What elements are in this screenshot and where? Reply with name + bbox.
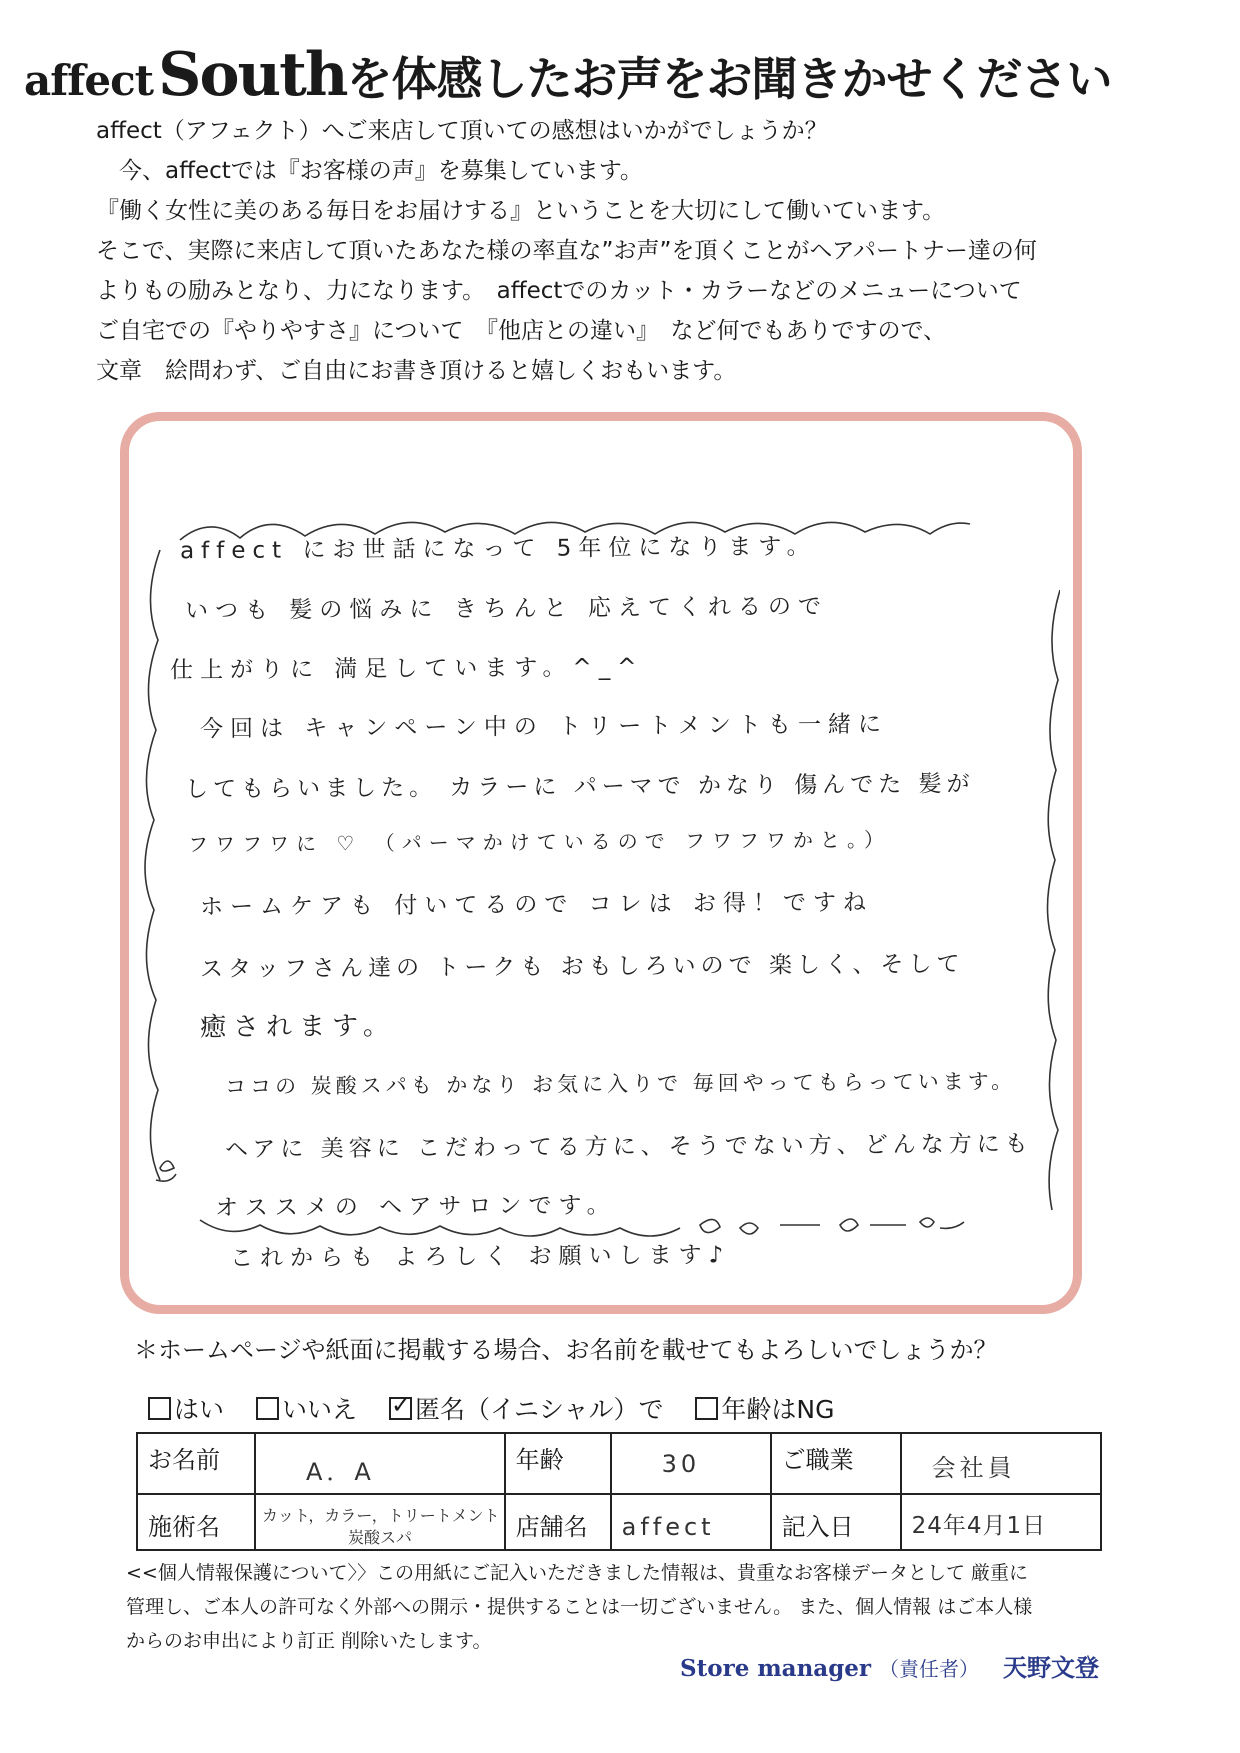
option-yes[interactable] [148, 1390, 224, 1426]
checkbox-age-ng[interactable] [695, 1397, 718, 1420]
consent-question: ＊ホームページや紙面に掲載する場合、お名前を載せてもよろしいでしょうか？ [134, 1336, 998, 1364]
option-age-ng[interactable] [695, 1390, 834, 1426]
shop-value[interactable]: affect [611, 1494, 771, 1550]
option-label: 年齢はNG [721, 1395, 835, 1424]
shop-label: 店舗名 [505, 1494, 611, 1550]
date-value[interactable]: 24年4月1日 [901, 1494, 1101, 1550]
treatment-label: 施術名 [137, 1494, 255, 1550]
handwriting-line: affect にお世話になって 5年位になります。 [179, 533, 817, 565]
checkbox-yes[interactable] [148, 1397, 171, 1420]
table-row [137, 1494, 1101, 1550]
name-value[interactable]: A．A [255, 1433, 505, 1494]
handwriting-line: これからも よろしく お願いします♪ [229, 1242, 731, 1272]
consent-options [148, 1390, 858, 1426]
job-value[interactable]: 会社員 [901, 1433, 1101, 1494]
intro-line: affect（アフェクト）へご来店して頂いての感想はいかがでしょうか？ [96, 118, 828, 144]
handwriting-line: いつも 髪の悩みに きちんと 応えてくれるので [184, 593, 829, 625]
intro-line: 今、affectでは『お客様の声』を募集しています。 [96, 158, 643, 184]
option-label: 匿名（イニシャル）で [414, 1395, 664, 1424]
handwriting-line: ヘアに 美容に こだわってる方に、そうでない方、どんな方にも [224, 1131, 1033, 1163]
age-value[interactable]: 30 [611, 1433, 771, 1494]
handwriting-line: 今回は キャンペーン中の トリートメントも一緒に [199, 711, 889, 743]
handwriting-line: 癒されます。 [199, 1011, 397, 1043]
handwriting-line: オススメの ヘアサロンです。 [214, 1192, 617, 1222]
handwriting-line: スタッフさん達の トークも おもしろいので 楽しく、そして [199, 951, 965, 983]
option-label: いいえ [281, 1395, 357, 1424]
treatment-line: 炭酸スパ [348, 1528, 413, 1547]
treatment-value[interactable] [255, 1494, 505, 1550]
handwriting-line: してもらいました。 カラーに パーマで かなり 傷んでた 髪が [184, 771, 975, 803]
intro-line: ご自宅での『やりやすさ』について 『他店との違い』 など何でもありですので、 [96, 318, 947, 344]
handwriting-line: ホームケアも 付いてるので コレは お得！ですね [199, 889, 874, 921]
option-label: はい [174, 1395, 225, 1424]
intro-line: 文章 絵問わず、ご自由にお書き頂けると嬉しくおもいます。 [96, 358, 737, 384]
signature-name: 天野文登 [1003, 1653, 1100, 1682]
store-manager-signature [680, 1648, 1099, 1683]
handwriting-line: フワフワに ♡ （パーマかけているので フワフワかと。） [187, 827, 892, 857]
privacy-text: からのお申出により訂正 削除いたします。 [126, 1630, 492, 1652]
checkbox-anonymous[interactable] [389, 1391, 412, 1420]
signature-role: Store manager [680, 1655, 872, 1682]
intro-line: よりもの励みとなり、力になります。 affectでのカット・カラーなどのメニューについて [96, 278, 1022, 304]
privacy-text: <<個人情報保護について〉〉この用紙にご記入いただきました情報は、貴重なお客様データとして 厳重に [126, 1562, 1029, 1584]
title-affect: affect [24, 56, 154, 105]
job-label: ご職業 [771, 1433, 901, 1494]
checkbox-no[interactable] [256, 1397, 279, 1420]
handwriting-line: 仕上がりに 満足しています。^_^ [169, 654, 644, 684]
date-label: 記入日 [771, 1494, 901, 1550]
handwriting-line: ココの 炭酸スパも かなり お気に入りで 毎回やってもらっています。 [224, 1069, 1017, 1099]
privacy-text: 管理し、ご本人の許可なく外部への開示・提供することは一切ございません。 また、個人情報 はご本人様 [126, 1596, 1033, 1618]
intro-line: 『働く女性に美のある毎日をお届けする』ということを大切にして働いています。 [96, 198, 946, 224]
info-table [136, 1432, 1102, 1551]
age-label: 年齢 [505, 1433, 611, 1494]
option-no[interactable] [256, 1390, 357, 1426]
page-title [24, 40, 1234, 110]
signature-role-jp: （責任者） [879, 1657, 980, 1681]
check-mark-icon: ✓ [390, 1391, 412, 1419]
title-south: South [158, 40, 347, 110]
treatment-line: カット，カラー，トリートメント [262, 1506, 500, 1525]
intro-line: そこで、実際に来店して頂いたあなた様の率直な”お声”を頂くことがヘアパートナー達の何 [96, 238, 1037, 264]
name-label: お名前 [137, 1433, 255, 1494]
title-rest: を体感したお声をお聞きかせください [346, 52, 1112, 106]
table-row [137, 1433, 1101, 1494]
option-anonymous[interactable] [389, 1390, 664, 1426]
